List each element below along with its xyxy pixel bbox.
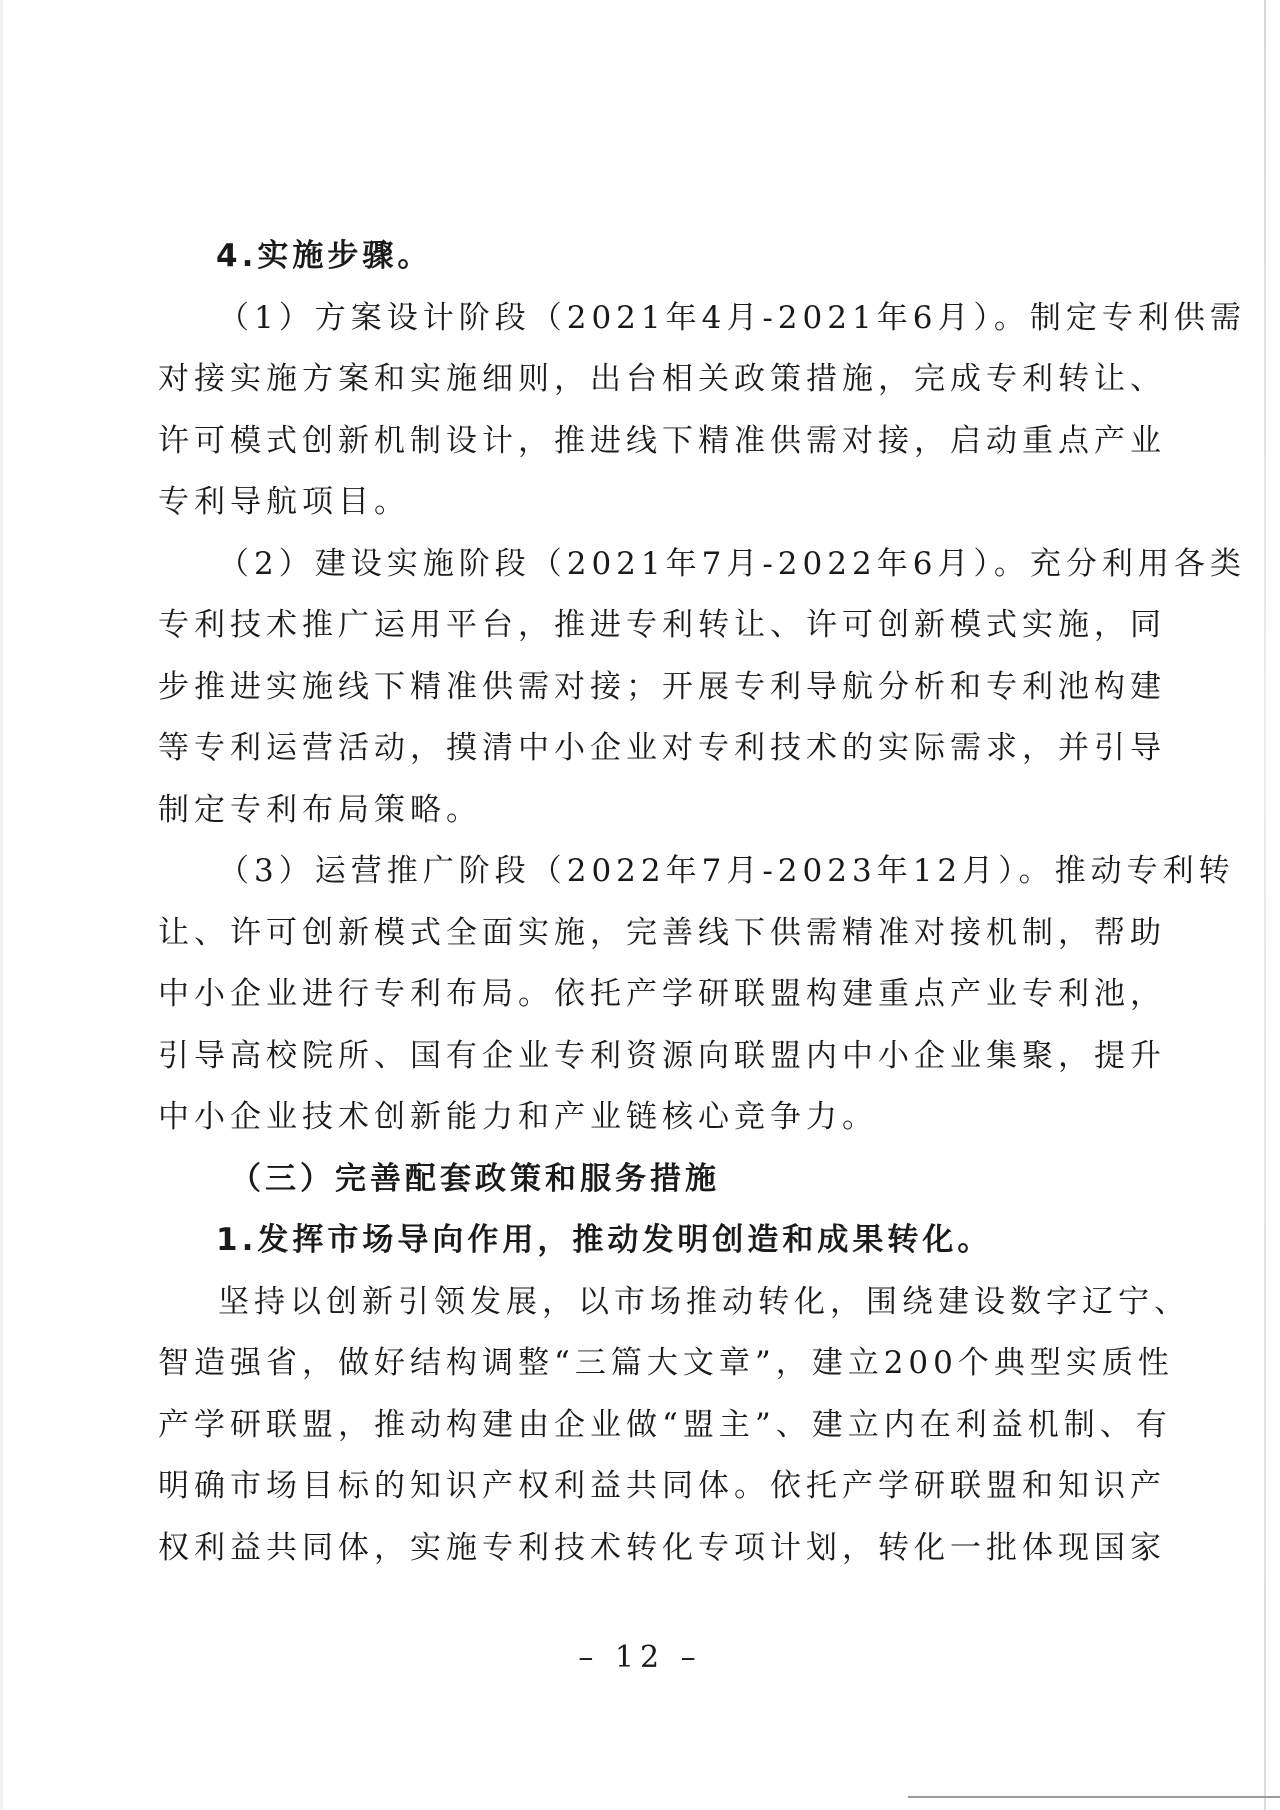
subsection-title: （三）完善配套政策和服务措施 [230, 1160, 720, 1197]
paragraph-phase-1 [158, 288, 1246, 534]
paragraph-line: 权利益共同体，实施专利技术转化专项计划，转化一批体现国家 [158, 1529, 1166, 1566]
paragraph-line: 许可模式创新机制设计，推进线下精准供需对接，启动重点产业 [158, 422, 1166, 459]
scan-edge-right [1264, 0, 1266, 1810]
paragraph-line: 等专利运营活动，摸清中小企业对专利技术的实际需求，并引导 [158, 730, 1166, 766]
subsection-item-heading: 1.发挥市场导向作用，推动发明创造和成果转化。 [216, 1222, 993, 1258]
paragraph-line: 中小企业进行专利布局。依托产学研联盟构建重点产业专利池， [158, 976, 1166, 1012]
paragraph-line: （3）运营推广阶段（2022年7月-2023年12月）。推动专利转 [218, 853, 1235, 889]
paragraph-line: 明确市场目标的知识产权利益共同体。依托产学研联盟和知识产 [158, 1468, 1166, 1504]
scan-bottom-rule [908, 1796, 1280, 1798]
paragraph-line: （1）方案设计阶段（2021年4月-2021年6月）。制定专利供需 [218, 299, 1246, 336]
page-number: – 12 – [578, 1640, 702, 1675]
scan-edge-left [0, 0, 3, 1810]
paragraph-line: 步推进实施线下精准供需对接；开展专利导航分析和专利池构建 [158, 668, 1166, 705]
paragraph-market-guidance [158, 1272, 1190, 1580]
paragraph-line: 制定专利布局策略。 [158, 791, 482, 828]
paragraph-line: 产学研联盟，推动构建由企业做“盟主”、建立内在利益机制、有 [158, 1406, 1172, 1443]
paragraph-phase-2 [158, 534, 1246, 842]
paragraph-line: 对接实施方案和实施细则，出台相关政策措施，完成专利转让、 [158, 361, 1166, 397]
paragraph-line: 中小企业技术创新能力和产业链核心竞争力。 [158, 1099, 878, 1135]
paragraph-line: （2）建设实施阶段（2021年7月-2022年6月）。充分利用各类 [218, 545, 1246, 582]
paragraph-line: 智造强省，做好结构调整“三篇大文章”，建立200个典型实质性 [158, 1345, 1174, 1381]
paragraph-line: 坚持以创新引领发展，以市场推动转化，围绕建设数字辽宁、 [218, 1283, 1190, 1320]
paragraph-line: 引导高校院所、国有企业专利资源向联盟内中小企业集聚，提升 [158, 1037, 1166, 1074]
paragraph-line: 专利技术推广运用平台，推进专利转让、许可创新模式实施，同 [158, 607, 1166, 643]
section-heading: 4.实施步骤。 [216, 238, 433, 274]
paragraph-phase-3 [158, 841, 1235, 1149]
document-body [158, 226, 1246, 1579]
paragraph-line: 专利导航项目。 [158, 484, 410, 520]
paragraph-line: 让、许可创新模式全面实施，完善线下供需精准对接机制，帮助 [158, 914, 1166, 951]
